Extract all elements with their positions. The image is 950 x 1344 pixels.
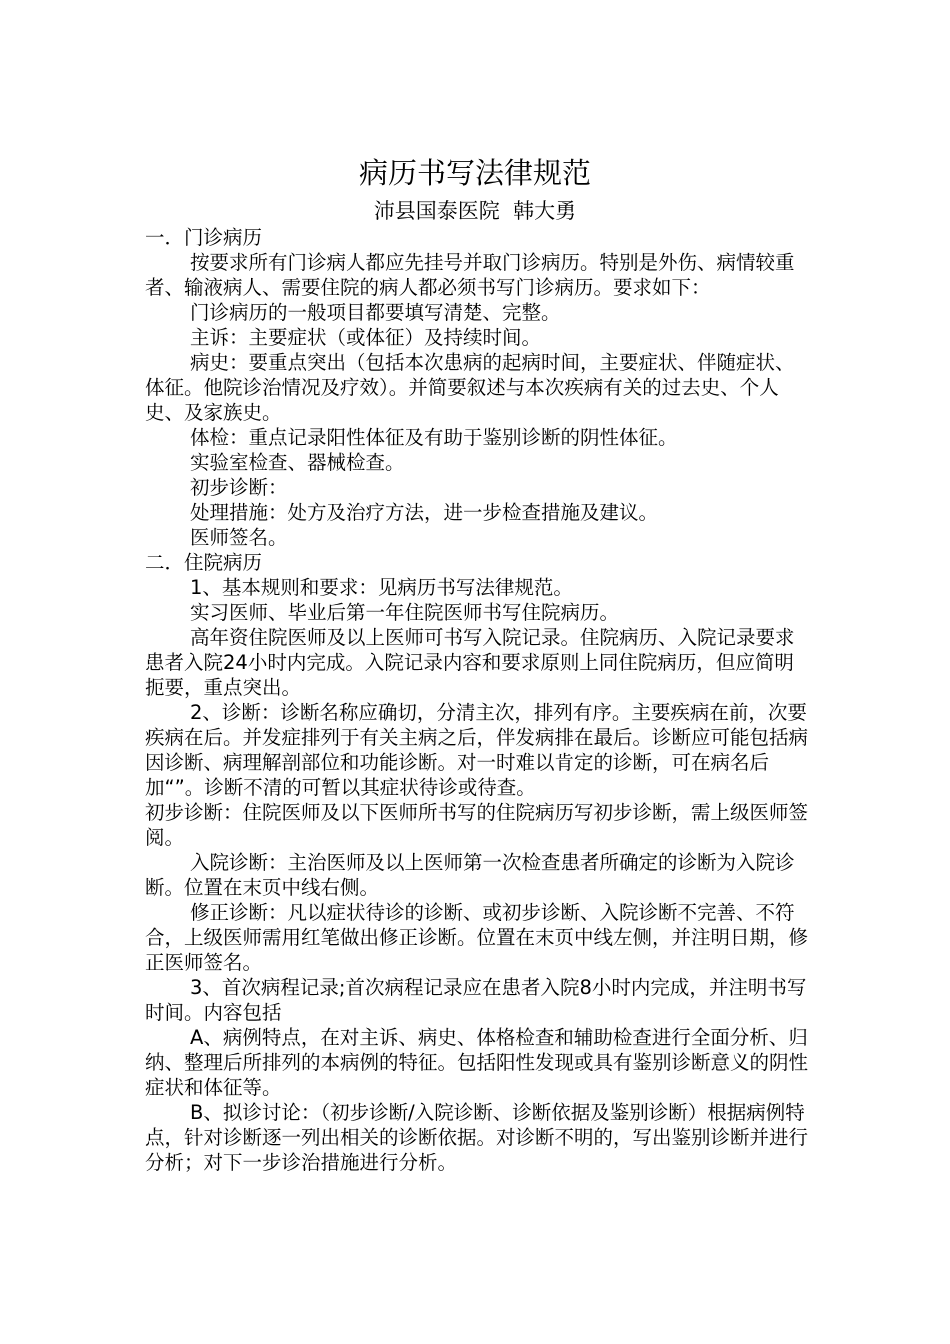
- paragraph: 医师签名。: [190, 526, 288, 549]
- paragraph: 实习医师、毕业后第一年住院医师书写住院病历。: [190, 601, 620, 624]
- paragraph: 初步诊断：: [190, 476, 288, 499]
- paragraph: 入院诊断：主治医师及以上医师第一次检查患者所确定的诊断为入院诊断。位置在末页中线右侧。: [145, 851, 795, 899]
- paragraph: 初步诊断：住院医师及以下医师所书写的住院病历写初步诊断，需上级医师签阅。: [145, 801, 809, 849]
- paragraph: 1、基本规则和要求：见病历书写法律规范。: [190, 576, 573, 599]
- paragraph: 病史：要重点突出（包括本次患病的起病时间，主要症状、伴随症状、体征。他院诊治情况及疗效）。并简要叙述与本次疾病有关的过去史、个人史、及家族史。: [145, 351, 795, 424]
- paragraph: 实验室检查、器械检查。: [190, 451, 405, 474]
- document-body: [145, 225, 810, 1175]
- paragraph: 体检：重点记录阳性体征及有助于鉴别诊断的阴性体征。: [190, 426, 678, 449]
- paragraph: 3、首次病程记录;首次病程记录应在患者入院8小时内完成，并注明书写时间。内容包括: [145, 976, 807, 1024]
- document-author-line: 沛县国泰医院 韩大勇: [373, 199, 577, 223]
- document-title: 病历书写法律规范: [358, 156, 591, 190]
- paragraph: A、病例特点，在对主诉、病史、体格检查和辅助检查进行全面分析、归纳、整理后所排列的本病例的特征。包括阳性发现或具有鉴别诊断意义的阴性症状和体征等。: [145, 1026, 809, 1099]
- paragraph: B、拟诊讨论：（初步诊断/入院诊断、诊断依据及鉴别诊断）根据病例特点，针对诊断逐一列出相关的诊断依据。对诊断不明的，写出鉴别诊断并进行分析；对下一步诊治措施进行分析。: [145, 1101, 809, 1174]
- paragraph: 主诉：主要症状（或体征）及持续时间。: [190, 326, 542, 349]
- paragraph: 2、诊断：诊断名称应确切，分清主次，排列有序。主要疾病在前，次要疾病在后。并发症排列于有关主病之后，伴发病排在最后。诊断应可能包括病因诊断、病理解剖部位和功能诊断。对一时难以肯定的诊断，可在病名后加“”。诊断不清的可暂以其症状待诊或待查。: [145, 701, 809, 799]
- paragraph: 门诊病历的一般项目都要填写清楚、完整。: [190, 301, 561, 324]
- section-heading-outpatient: 一．门诊病历: [145, 226, 263, 249]
- paragraph: 按要求所有门诊病人都应先挂号并取门诊病历。特别是外伤、病情较重者、输液病人、需要住院的病人都必须书写门诊病历。要求如下：: [145, 251, 795, 299]
- paragraph: 高年资住院医师及以上医师可书写入院记录。住院病历、入院记录要求患者入院24小时内完成。入院记录内容和要求原则上同住院病历，但应简明扼要，重点突出。: [145, 626, 795, 699]
- paragraph: 处理措施：处方及治疗方法，进一步检查措施及建议。: [190, 501, 659, 524]
- paragraph: 修正诊断：凡以症状待诊的诊断、或初步诊断、入院诊断不完善、不符合，上级医师需用红笔做出修正诊断。位置在末页中线左侧，并注明日期，修正医师签名。: [145, 901, 809, 974]
- section-heading-inpatient: 二．住院病历: [145, 551, 263, 574]
